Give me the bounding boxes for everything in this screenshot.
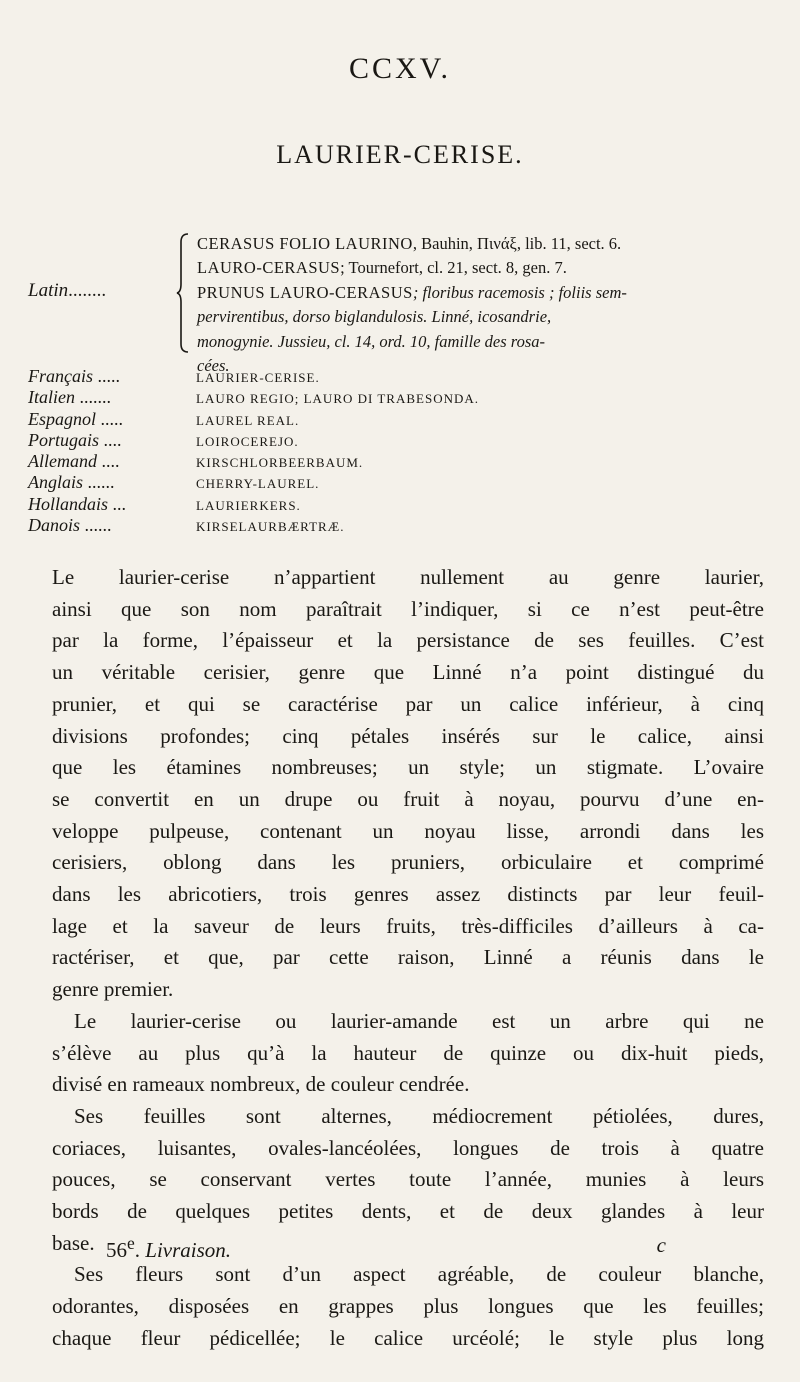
vernacular-name: LAURIERKERS. [196,497,301,513]
leader-dots: ..... [100,408,124,429]
leader-dots: ..... [97,366,120,386]
text-line: chaque fleur pédicellée; le calice urcéolé; le style plus long [52,1325,764,1350]
vernacular-name: LAUREL REAL. [196,412,300,428]
vernacular-name: CHERRY-LAUREL. [196,476,320,492]
language-label [28,430,196,451]
latin-citation: ; Tournefort, cl. 21, sect. 8, gen. 7. [340,258,567,278]
name-row [28,494,768,515]
text-line: dans les abricotiers, trois genres assez distincts par leur feuil- [52,882,764,907]
signature-mark: c [656,1233,666,1257]
leader-dots: ....... [79,387,111,408]
page-number: CCXV. [349,52,451,85]
language-label [28,366,196,387]
name-row [28,409,768,430]
leader-dots: ...... [84,515,112,536]
livraison-number: 56 [106,1238,127,1262]
latin-citation: monogynie. Jussieu, cl. 14, ord. 10, famille des rosa- [197,331,545,351]
language-name: Portugais [28,429,100,450]
name-row [28,366,768,387]
text-line: bords de quelques petites dents, et de deux glandes à leur [52,1199,764,1224]
text-line: prunier, et qui se caractérise par un calice inférieur, à cinq [52,691,764,716]
latin-label-text: Latin [28,280,69,301]
latin-line [197,256,777,280]
language-name: Danois [28,515,81,536]
language-name: Hollandais [28,493,109,514]
text-line: base. [52,1230,95,1255]
curly-brace-icon [176,232,190,354]
language-name: Italien [28,387,75,408]
text-line: genre premier. [52,977,174,1002]
latin-line [197,232,777,256]
latin-binomial: LAURO-CERASUS [197,258,341,278]
latin-line [197,330,777,354]
name-row [28,472,768,493]
text-line: par la forme, l’épaisseur et la persistance de ses feuilles. C’est [52,628,764,653]
text-line: Ses fleurs sont d’un aspect agréable, de couleur blanche, [74,1262,764,1287]
language-name: Espagnol [28,408,97,429]
text-line: pouces, se conservant vertes toute l’année, munies à leurs [52,1167,764,1192]
name-row [28,451,768,472]
latin-citation: cées. [197,356,230,376]
latin-line [197,305,777,329]
language-label [28,409,196,430]
latin-label [28,280,106,302]
vernacular-names [28,366,768,536]
name-row [28,430,768,451]
name-row [28,515,768,536]
latin-citation: , Bauhin, Πινάξ, lib. 11, sect. 6. [412,234,622,253]
footer-livraison: 56e. Livraison. [106,1233,232,1262]
language-name: Anglais [28,472,84,493]
vernacular-name: LAURO REGIO; LAURO DI TRABESONDA. [196,391,480,407]
text-line: un véritable cerisier, genre que Linné n’a point distingué du [52,660,764,685]
text-line: cerisiers, oblong dans les pruniers, orbiculaire et comprimé [52,850,764,875]
latin-synonymy [197,232,777,378]
vernacular-name: LAURIER-CERISE. [196,370,320,385]
leader-dots: .... [101,451,120,472]
language-label [28,387,196,408]
page-footer [106,1233,666,1263]
latin-line [197,281,777,305]
text-line: divisé en rameaux nombreux, de couleur cendrée. [52,1072,470,1097]
latin-label-dots: ........ [68,280,107,301]
text-line: coriaces, luisantes, ovales-lancéolées, longues de trois à quatre [52,1135,764,1160]
text-line: ainsi que son nom paraîtrait l’indiquer, si ce n’est peut-être [52,596,764,621]
vernacular-name: LOIROCEREJO. [196,433,299,449]
text-line: Le laurier-cerise n’appartient nullement au genre laurier, [52,565,764,589]
text-line: se convertit en un drupe ou fruit à noyau, pourvu d’une en- [52,786,764,811]
page-title: LAURIER-CERISE. [276,140,524,169]
vernacular-name: KIRSCHLORBEERBAUM. [196,455,364,471]
vernacular-name: KIRSELAURBÆRTRÆ. [196,519,345,535]
latin-binomial: PRUNUS LAURO-CERASUS [197,282,413,302]
latin-binomial: CERASUS FOLIO LAURINO [197,234,413,253]
text-line: ractériser, et que, par cette raison, Linné a réunis dans le [52,945,764,970]
text-line: divisions profondes; cinq pétales insérés sur le calice, ainsi [52,723,764,748]
name-row [28,387,768,408]
livraison-sup: e [127,1233,135,1253]
text-line: odorantes, disposées en grappes plus longues que les feuilles; [52,1294,764,1319]
language-label [28,515,196,536]
language-name: Français [28,366,93,386]
leader-dots: ... [112,493,127,514]
language-label [28,472,196,493]
leader-dots: ...... [87,472,115,493]
latin-citation: ; floribus racemosis ; foliis sem- [412,282,627,302]
language-name: Allemand [28,451,97,472]
language-label [28,451,196,472]
livraison-label: Livraison. [145,1238,232,1262]
text-line: lage et la saveur de leurs fruits, très-difficiles d’ailleurs à ca- [52,913,764,938]
language-label [28,494,196,515]
text-line: s’élève au plus qu’à la hauteur de quinze ou dix-huit pieds, [52,1040,764,1065]
latin-citation: pervirentibus, dorso biglandulosis. Linné, icosandrie, [197,307,552,327]
text-line: Ses feuilles sont alternes, médiocrement pétiolées, dures, [74,1103,764,1128]
text-line: Le laurier-cerise ou laurier-amande est un arbre qui ne [74,1008,764,1033]
text-line: veloppe pulpeuse, contenant un noyau lisse, arrondi dans les [52,818,764,843]
text-line: que les étamines nombreuses; un style; un stigmate. L’ovaire [52,755,764,780]
leader-dots: .... [103,429,122,450]
